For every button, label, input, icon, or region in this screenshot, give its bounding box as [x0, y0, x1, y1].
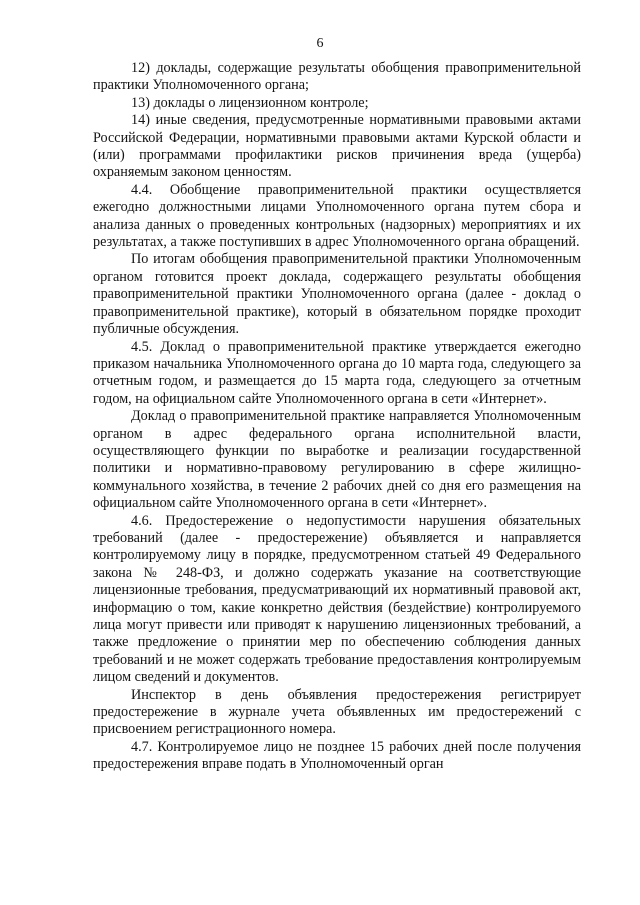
paragraph-item-12: 12) доклады, содержащие результаты обобщения правоприменительной практики Уполномоченного органа;: [93, 60, 581, 94]
paragraph-4-7: 4.7. Контролируемое лицо не позднее 15 рабочих дней после получения предостережения вправе подать в Уполномоченный орган: [93, 738, 581, 773]
paragraph-item-13: 13) доклады о лицензионном контроле;: [131, 94, 369, 111]
document-body: [93, 60, 581, 774]
paragraph-4-6: 4.6. Предостережение о недопустимости нарушения обязательных требований (далее - предостережение) объявляется и направляется контролируемому лицу в порядке, предусмотренном статьей 49 Федерального закона № 248-ФЗ, и должно содержать указание на соответствующие лицензионные требования, предусматривающий их нормативный правовой акт, информацию о том, какие конкретно действия (бездействие) контролируемого лица могут привести или приводят к нарушению лицензионных требований, а также предложение о принятии мер по обеспечению соблюдения данных требований и не может содержать требование предоставления контролируемым лицом сведений и документов.: [93, 512, 581, 686]
paragraph-item-14: 14) иные сведения, предусмотренные нормативными правовыми актами Российской Федерации, нормативными правовыми актами Курской области и (или) программами профилактики рисков причинения вреда (ущерба) охраняемым законом ценностям.: [93, 112, 581, 181]
paragraph-report-draft: По итогам обобщения правоприменительной практики Уполномоченным органом готовится проект доклада, содержащего результаты обобщения правоприменительной практики Уполномоченного органа (далее - доклад о правоприменительной практике), который в обязательном порядке проходит публичные обсуждения.: [93, 251, 581, 338]
paragraph-report-submission: Доклад о правоприменительной практике направляется Уполномоченным органом в адрес федерального органа исполнительной власти, осуществляющего функции по выработке и реализации государственной политики и нормативно-правовому регулированию в сфере жилищно-коммунального хозяйства, в течение 2 рабочих дней со дня его размещения на официальном сайте Уполномоченного органа в сети «Интернет».: [93, 408, 581, 512]
paragraph-inspector-registration: Инспектор в день объявления предостережения регистрирует предостережение в журнале учета объявленных им предостережений с присвоением регистрационного номера.: [93, 686, 581, 738]
paragraph-4-5: 4.5. Доклад о правоприменительной практике утверждается ежегодно приказом начальника Уполномоченного органа до 10 марта года, следующего за отчетным годом, и размещается до 15 марта года, следующего за отчетным годом, на официальном сайте Уполномоченного органа в сети «Интернет».: [93, 338, 581, 407]
page-number: 6: [316, 36, 324, 51]
paragraph-4-4: 4.4. Обобщение правоприменительной практики осуществляется ежегодно должностными лицами Уполномоченного органа путем сбора и анализа данных о проведенных контрольных (надзорных) мероприятиях и их результатах, а также поступивших в адрес Уполномоченного органа обращений.: [93, 181, 581, 251]
